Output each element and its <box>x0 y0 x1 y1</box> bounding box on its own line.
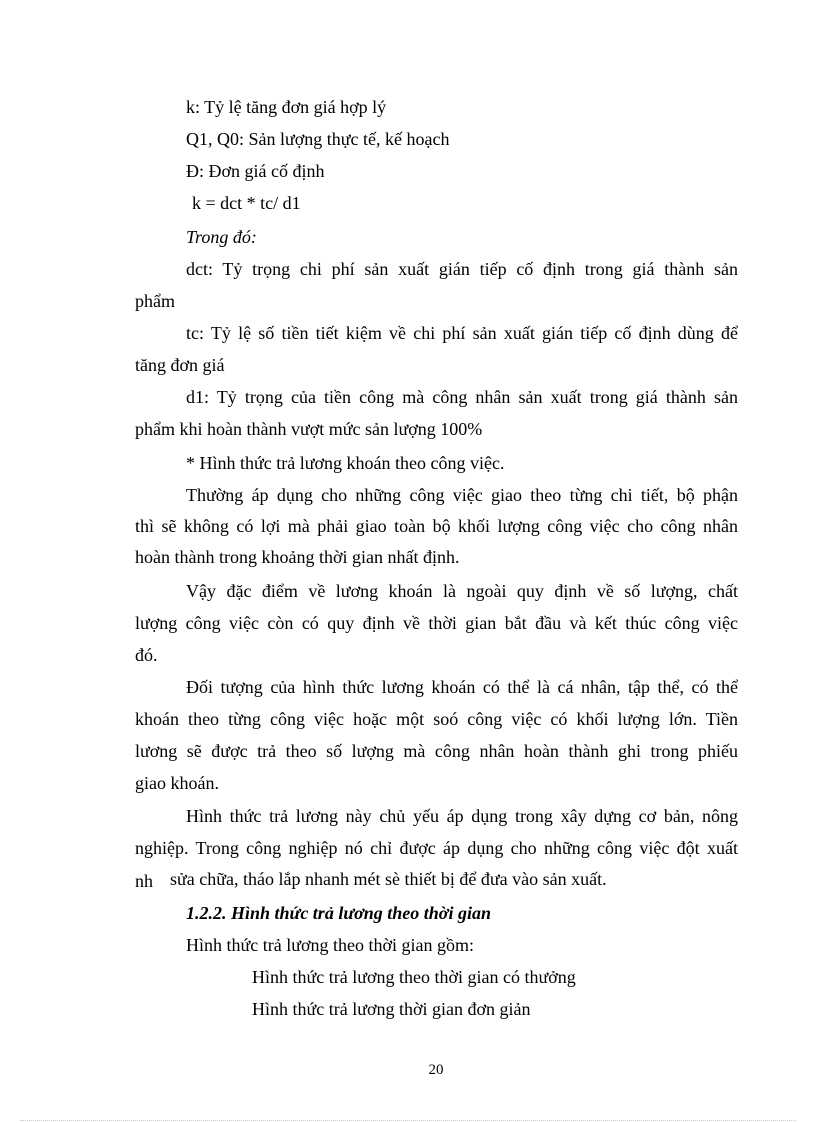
text-line-italic: Trong đó: <box>186 227 257 247</box>
footer-divider <box>20 1120 796 1121</box>
list-item-1: Hình thức trả lương theo thời gian có thưởng <box>252 967 576 987</box>
text-line-21: lương sẽ được trả theo số lượng mà công nhân hoàn thành ghi trong phiếu <box>135 741 738 761</box>
text-line-3: Đ: Đơn giá cố định <box>186 161 325 181</box>
text-line-14: thì sẽ không có lợi mà phải giao toàn bộ khối lượng công việc cho công nhân <box>135 516 738 536</box>
formula-line: k = dct * tc/ d1 <box>192 193 301 213</box>
text-line-25: nh <box>135 871 153 891</box>
text-line-20: khoán theo từng công việc hoặc một soó công việc có khối lượng lớn. Tiền <box>135 709 738 729</box>
text-line-6: dct: Tỷ trọng chi phí sản xuất gián tiếp cố định trong giá thành sản <box>186 259 738 279</box>
text-line-12: * Hình thức trả lương khoán theo công việc. <box>186 453 505 473</box>
text-line-18: đó. <box>135 645 158 665</box>
text-line-28: Hình thức trả lương theo thời gian gồm: <box>186 935 475 955</box>
list-item-2: Hình thức trả lương thời gian đơn giản <box>252 999 531 1019</box>
page-number: 20 <box>428 1062 444 1078</box>
text-line-8: tc: Tỷ lệ số tiền tiết kiệm về chi phí sản xuất gián tiếp cố định dùng để <box>186 323 738 343</box>
text-line-23: Hình thức trả lương này chủ yếu áp dụng trong xây dựng cơ bản, nông <box>186 806 738 826</box>
text-line-1: k: Tỷ lệ tăng đơn giá hợp lý <box>186 97 387 117</box>
section-heading: 1.2.2. Hình thức trả lương theo thời gian <box>186 903 491 923</box>
text-line-17: lượng công việc còn có quy định về thời gian bắt đầu và kết thúc công việc <box>135 613 738 633</box>
text-line-15: hoàn thành trong khoảng thời gian nhất định. <box>135 547 460 567</box>
text-line-13: Thường áp dụng cho những công việc giao theo từng chi tiết, bộ phận <box>186 485 738 505</box>
text-line-19: Đối tượng của hình thức lương khoán có thể là cá nhân, tập thể, có thể <box>186 677 738 697</box>
text-line-16: Vậy đặc điểm về lương khoán là ngoài quy định về số lượng, chất <box>186 581 738 601</box>
text-line-26: sửa chữa, tháo lắp nhanh mét sè thiết bị để đưa vào sản xuất. <box>170 869 607 889</box>
text-line-9: tăng đơn giá <box>135 355 225 375</box>
text-line-10: d1: Tỷ trọng của tiền công mà công nhân sản xuất trong giá thành sản <box>186 387 738 407</box>
text-line-7: phẩm <box>135 291 175 311</box>
text-line-22: giao khoán. <box>135 773 219 793</box>
text-line-24: nghiệp. Trong công nghiệp nó chỉ được áp dụng cho những công việc đột xuất <box>135 838 738 858</box>
text-line-11: phẩm khi hoàn thành vượt mức sản lượng 100% <box>135 419 483 439</box>
text-line-2: Q1, Q0: Sản lượng thực tế, kế hoạch <box>186 129 450 149</box>
